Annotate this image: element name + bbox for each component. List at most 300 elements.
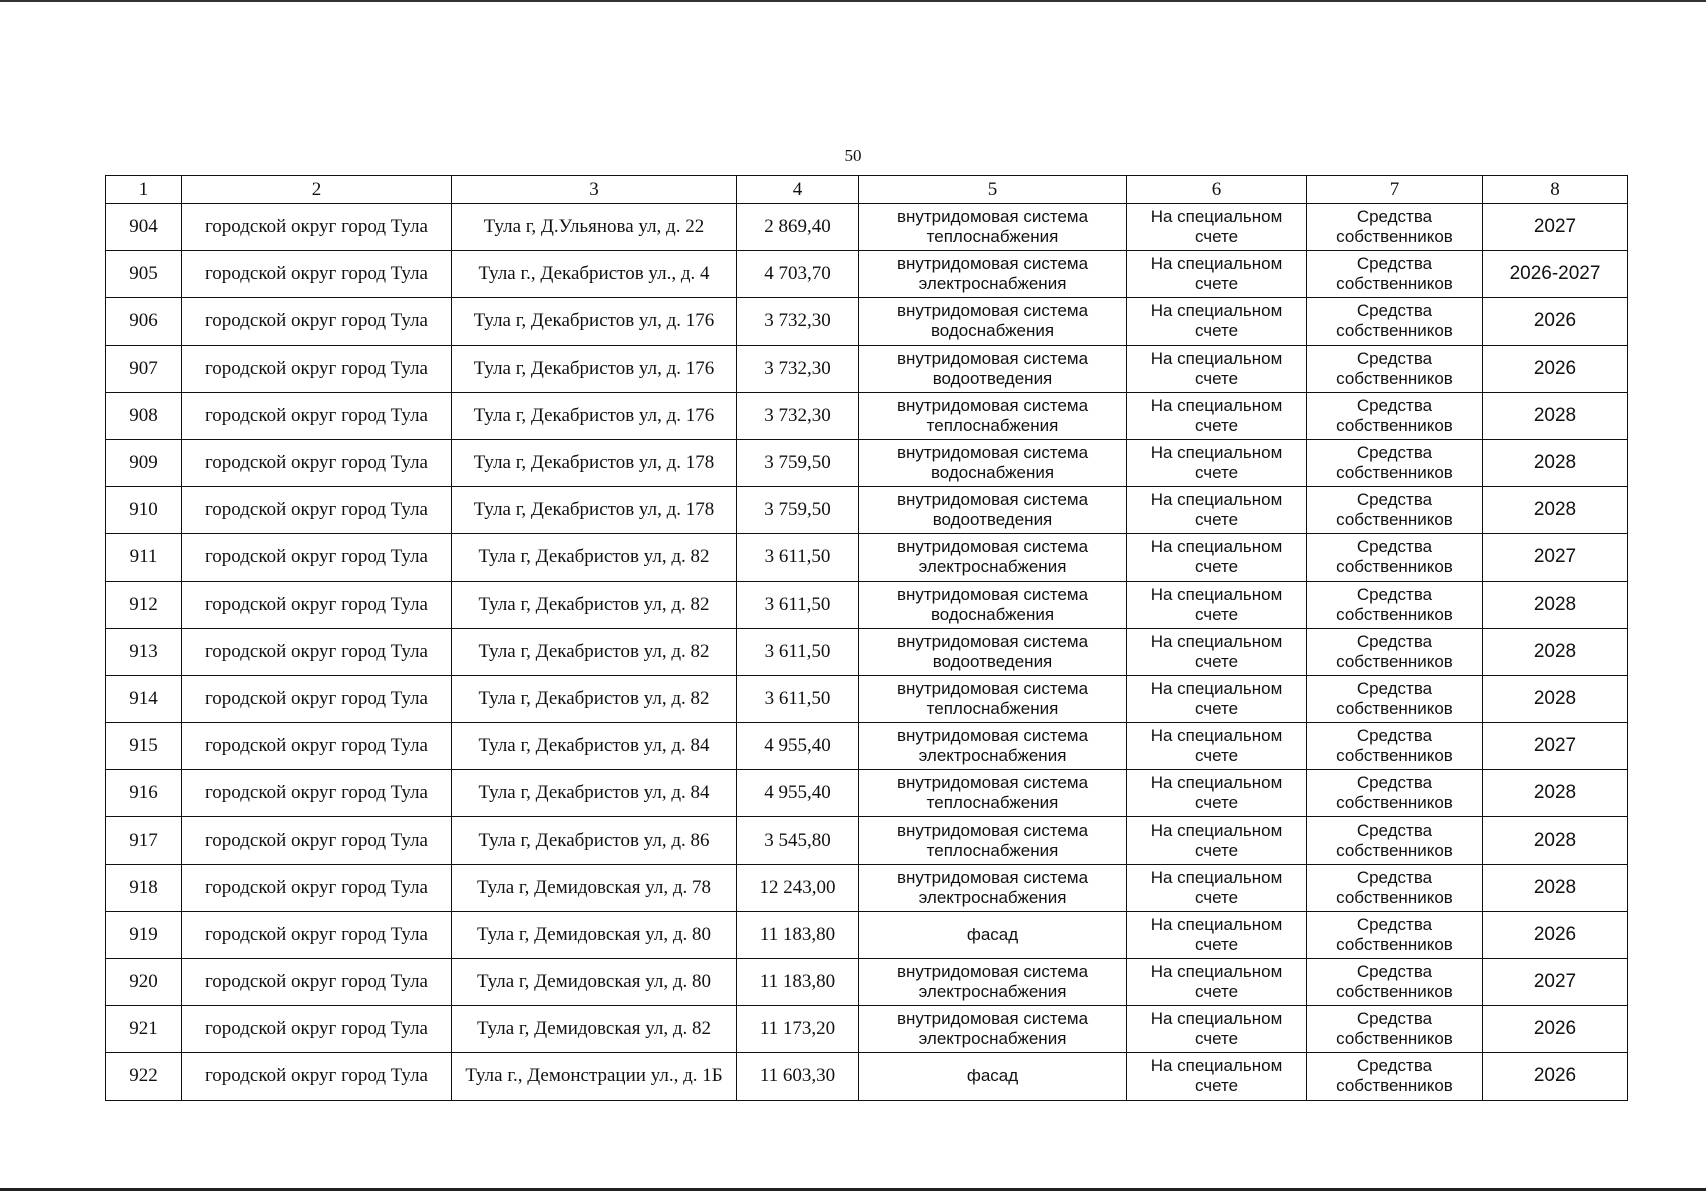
work-type-line-1: внутридомовая система (896, 773, 1089, 793)
table-row (106, 628, 1628, 675)
year-cell (1483, 581, 1628, 628)
funding-line-1: Средства (1356, 1056, 1433, 1076)
header-cell-7: 7 (1307, 176, 1483, 204)
table-row (106, 1053, 1628, 1100)
district-cell (182, 345, 452, 392)
work-type-cell (859, 345, 1127, 392)
district-text: городской округ город Тула (204, 404, 428, 426)
area-cell (737, 723, 859, 770)
work-type-line-2: водоотведения (932, 510, 1053, 530)
area-cell (737, 675, 859, 722)
account-cell (1127, 1053, 1307, 1100)
table-row (106, 770, 1628, 817)
work-type-line-1: внутридомовая система (896, 631, 1089, 651)
district-text: городской округ город Тула (204, 593, 428, 615)
area-value: 4 955,40 (764, 782, 831, 804)
work-type-cell (859, 723, 1127, 770)
row-number: 912 (129, 593, 158, 615)
funding-line-1: Средства (1356, 207, 1433, 227)
work-type-cell (859, 487, 1127, 534)
district-text: городской округ город Тула (204, 640, 428, 662)
address-cell (452, 628, 737, 675)
row-number-cell (106, 959, 182, 1006)
district-cell (182, 770, 452, 817)
work-type-line-1: фасад (966, 1066, 1019, 1086)
area-value: 2 869,40 (764, 216, 831, 238)
row-number-cell (106, 251, 182, 298)
district-text: городской округ город Тула (204, 216, 428, 238)
table-row (106, 817, 1628, 864)
account-line-2: счете (1194, 982, 1239, 1002)
funding-line-1: Средства (1356, 867, 1433, 887)
year-value: 2026-2027 (1509, 263, 1601, 285)
area-cell (737, 534, 859, 581)
account-line-2: счете (1194, 1076, 1239, 1096)
area-value: 3 611,50 (764, 546, 831, 568)
work-type-cell (859, 675, 1127, 722)
repair-schedule-table (105, 175, 1628, 1101)
area-value: 3 611,50 (764, 640, 831, 662)
funding-line-1: Средства (1356, 348, 1433, 368)
district-cell (182, 392, 452, 439)
work-type-line-2: теплоснабжения (926, 840, 1059, 860)
address-text: Тула г, Д.Ульянова ул, д. 22 (483, 216, 705, 238)
row-number-cell (106, 770, 182, 817)
work-type-line-1: внутридомовая система (896, 537, 1089, 557)
district-cell (182, 298, 452, 345)
work-type-line-2: водоснабжения (930, 604, 1055, 624)
table-row (106, 675, 1628, 722)
table-row (106, 204, 1628, 251)
funding-line-1: Средства (1356, 301, 1433, 321)
funding-line-2: собственников (1336, 274, 1453, 294)
work-type-line-2: электроснабжения (918, 1029, 1067, 1049)
row-number: 922 (129, 1065, 158, 1087)
funding-cell (1307, 675, 1483, 722)
address-cell (452, 581, 737, 628)
year-cell (1483, 204, 1628, 251)
work-type-line-1: внутридомовая система (896, 962, 1089, 982)
address-text: Тула г, Декабристов ул, д. 82 (478, 593, 710, 615)
work-type-cell (859, 251, 1127, 298)
table-row (106, 534, 1628, 581)
year-value: 2028 (1533, 687, 1577, 709)
funding-cell (1307, 723, 1483, 770)
work-type-cell (859, 817, 1127, 864)
account-line-1: На специальном (1150, 773, 1283, 793)
account-cell (1127, 1006, 1307, 1053)
funding-line-2: собственников (1336, 1076, 1453, 1096)
row-number-cell (106, 675, 182, 722)
area-value: 3 732,30 (764, 404, 831, 426)
address-text: Тула г, Декабристов ул, д. 84 (478, 782, 710, 804)
year-value: 2028 (1533, 876, 1577, 898)
address-cell (452, 534, 737, 581)
year-cell (1483, 345, 1628, 392)
funding-line-2: собственников (1336, 510, 1453, 530)
row-number-cell (106, 392, 182, 439)
year-cell (1483, 439, 1628, 486)
district-cell (182, 817, 452, 864)
address-cell (452, 1053, 737, 1100)
work-type-line-2: электроснабжения (918, 746, 1067, 766)
district-cell (182, 911, 452, 958)
funding-line-2: собственников (1336, 982, 1453, 1002)
work-type-cell (859, 581, 1127, 628)
work-type-cell (859, 911, 1127, 958)
year-cell (1483, 628, 1628, 675)
work-type-line-1: фасад (966, 924, 1019, 944)
year-value: 2027 (1533, 546, 1577, 568)
work-type-cell (859, 628, 1127, 675)
account-line-2: счете (1194, 557, 1239, 577)
account-line-1: На специальном (1150, 914, 1283, 934)
funding-cell (1307, 770, 1483, 817)
row-number-cell (106, 204, 182, 251)
area-value: 3 732,30 (764, 310, 831, 332)
address-cell (452, 487, 737, 534)
work-type-line-1: внутридомовая система (896, 678, 1089, 698)
year-cell (1483, 723, 1628, 770)
address-cell (452, 392, 737, 439)
account-line-1: На специальном (1150, 584, 1283, 604)
address-text: Тула г, Декабристов ул, д. 82 (478, 687, 710, 709)
work-type-line-1: внутридомовая система (896, 207, 1089, 227)
funding-line-2: собственников (1336, 604, 1453, 624)
work-type-cell (859, 392, 1127, 439)
funding-line-2: собственников (1336, 368, 1453, 388)
address-cell (452, 298, 737, 345)
work-type-line-1: внутридомовая система (896, 726, 1089, 746)
address-text: Тула г, Декабристов ул, д. 178 (473, 499, 715, 521)
funding-line-1: Средства (1356, 678, 1433, 698)
header-cell-6: 6 (1127, 176, 1307, 204)
account-cell (1127, 628, 1307, 675)
account-line-1: На специальном (1150, 301, 1283, 321)
row-number-cell (106, 581, 182, 628)
address-cell (452, 770, 737, 817)
work-type-cell (859, 1006, 1127, 1053)
work-type-line-1: внутридомовая система (896, 820, 1089, 840)
funding-cell (1307, 1006, 1483, 1053)
work-type-cell (859, 439, 1127, 486)
address-text: Тула г, Декабристов ул, д. 176 (473, 310, 715, 332)
area-value: 4 955,40 (764, 735, 831, 757)
account-line-2: счете (1194, 793, 1239, 813)
funding-cell (1307, 959, 1483, 1006)
account-line-2: счете (1194, 887, 1239, 907)
table-row (106, 1006, 1628, 1053)
funding-cell (1307, 864, 1483, 911)
table-row (106, 345, 1628, 392)
account-line-1: На специальном (1150, 867, 1283, 887)
account-line-2: счете (1194, 227, 1239, 247)
account-line-2: счете (1194, 510, 1239, 530)
row-number: 905 (129, 263, 158, 285)
address-cell (452, 439, 737, 486)
account-cell (1127, 487, 1307, 534)
year-cell (1483, 1006, 1628, 1053)
row-number: 914 (129, 687, 158, 709)
work-type-line-1: внутридомовая система (896, 584, 1089, 604)
district-text: городской округ город Тула (204, 687, 428, 709)
funding-line-1: Средства (1356, 962, 1433, 982)
account-line-1: На специальном (1150, 726, 1283, 746)
year-value: 2026 (1533, 1065, 1577, 1087)
row-number-cell (106, 487, 182, 534)
district-text: городской округ город Тула (204, 1065, 428, 1087)
row-number: 909 (129, 452, 158, 474)
district-text: городской округ город Тула (204, 357, 428, 379)
funding-line-1: Средства (1356, 254, 1433, 274)
top-scan-edge (0, 0, 1706, 2)
page-number: 50 (844, 146, 862, 165)
row-number-cell (106, 439, 182, 486)
funding-cell (1307, 817, 1483, 864)
year-cell (1483, 911, 1628, 958)
header-cell-5: 5 (859, 176, 1127, 204)
table-row (106, 723, 1628, 770)
area-value: 3 759,50 (764, 452, 831, 474)
row-number-cell (106, 345, 182, 392)
work-type-cell (859, 534, 1127, 581)
work-type-line-1: внутридомовая система (896, 867, 1089, 887)
row-number: 915 (129, 735, 158, 757)
year-cell (1483, 817, 1628, 864)
funding-line-1: Средства (1356, 914, 1433, 934)
address-cell (452, 959, 737, 1006)
district-cell (182, 251, 452, 298)
bottom-scan-edge (0, 1188, 1706, 1191)
year-value: 2026 (1533, 923, 1577, 945)
funding-line-1: Средства (1356, 631, 1433, 651)
account-cell (1127, 817, 1307, 864)
work-type-line-2: теплоснабжения (926, 793, 1059, 813)
district-cell (182, 1006, 452, 1053)
funding-cell (1307, 204, 1483, 251)
header-cell-2: 2 (182, 176, 452, 204)
district-text: городской округ город Тула (204, 452, 428, 474)
work-type-cell (859, 959, 1127, 1006)
funding-line-2: собственников (1336, 557, 1453, 577)
year-value: 2027 (1533, 971, 1577, 993)
table-body (106, 204, 1628, 1101)
account-cell (1127, 911, 1307, 958)
table-row (106, 487, 1628, 534)
area-value: 3 759,50 (764, 499, 831, 521)
year-value: 2026 (1533, 1018, 1577, 1040)
address-text: Тула г, Декабристов ул, д. 86 (478, 829, 710, 851)
account-line-1: На специальном (1150, 537, 1283, 557)
account-line-2: счете (1194, 604, 1239, 624)
year-cell (1483, 392, 1628, 439)
row-number: 920 (129, 971, 158, 993)
address-text: Тула г, Демидовская ул, д. 80 (476, 971, 712, 993)
funding-line-2: собственников (1336, 840, 1453, 860)
work-type-line-1: внутридомовая система (896, 490, 1089, 510)
funding-cell (1307, 439, 1483, 486)
work-type-cell (859, 864, 1127, 911)
account-cell (1127, 723, 1307, 770)
district-cell (182, 675, 452, 722)
area-value: 3 545,80 (764, 829, 831, 851)
year-value: 2028 (1533, 499, 1577, 521)
account-line-1: На специальном (1150, 631, 1283, 651)
district-text: городской округ город Тула (204, 546, 428, 568)
work-type-line-2: электроснабжения (918, 557, 1067, 577)
header-cell-4: 4 (737, 176, 859, 204)
address-text: Тула г, Декабристов ул, д. 82 (478, 546, 710, 568)
account-line-2: счете (1194, 651, 1239, 671)
work-type-line-1: внутридомовая система (896, 1009, 1089, 1029)
funding-line-2: собственников (1336, 746, 1453, 766)
address-text: Тула г., Декабристов ул., д. 4 (478, 263, 710, 285)
funding-line-2: собственников (1336, 415, 1453, 435)
district-cell (182, 864, 452, 911)
address-text: Тула г, Демидовская ул, д. 78 (476, 876, 712, 898)
district-text: городской округ город Тула (204, 876, 428, 898)
account-line-1: На специальном (1150, 490, 1283, 510)
row-number: 918 (129, 876, 158, 898)
address-text: Тула г, Декабристов ул, д. 176 (473, 404, 715, 426)
account-line-1: На специальном (1150, 395, 1283, 415)
table-row (106, 581, 1628, 628)
row-number-cell (106, 723, 182, 770)
row-number-cell (106, 1053, 182, 1100)
year-value: 2028 (1533, 452, 1577, 474)
funding-line-1: Средства (1356, 726, 1433, 746)
row-number: 910 (129, 499, 158, 521)
account-line-2: счете (1194, 415, 1239, 435)
address-cell (452, 723, 737, 770)
funding-line-2: собственников (1336, 934, 1453, 954)
account-cell (1127, 534, 1307, 581)
row-number: 919 (129, 923, 158, 945)
area-cell (737, 1006, 859, 1053)
address-text: Тула г, Демидовская ул, д. 80 (476, 923, 712, 945)
address-cell (452, 204, 737, 251)
funding-cell (1307, 1053, 1483, 1100)
year-cell (1483, 298, 1628, 345)
work-type-line-2: водоотведения (932, 368, 1053, 388)
table-row (106, 864, 1628, 911)
district-text: городской округ город Тула (204, 310, 428, 332)
row-number-cell (106, 911, 182, 958)
area-cell (737, 581, 859, 628)
account-cell (1127, 204, 1307, 251)
year-cell (1483, 1053, 1628, 1100)
row-number-cell (106, 534, 182, 581)
work-type-cell (859, 298, 1127, 345)
row-number: 917 (129, 829, 158, 851)
district-text: городской округ город Тула (204, 499, 428, 521)
row-number: 913 (129, 640, 158, 662)
area-cell (737, 439, 859, 486)
address-cell (452, 911, 737, 958)
district-text: городской округ город Тула (204, 829, 428, 851)
funding-line-2: собственников (1336, 651, 1453, 671)
area-cell (737, 204, 859, 251)
account-cell (1127, 298, 1307, 345)
year-value: 2028 (1533, 404, 1577, 426)
work-type-line-2: теплоснабжения (926, 698, 1059, 718)
account-line-2: счете (1194, 934, 1239, 954)
row-number-cell (106, 298, 182, 345)
account-line-2: счете (1194, 840, 1239, 860)
account-line-2: счете (1194, 368, 1239, 388)
area-cell (737, 770, 859, 817)
area-cell (737, 864, 859, 911)
funding-line-2: собственников (1336, 321, 1453, 341)
district-text: городской округ город Тула (204, 263, 428, 285)
account-line-1: На специальном (1150, 254, 1283, 274)
table-row (106, 911, 1628, 958)
table-row (106, 959, 1628, 1006)
area-value: 12 243,00 (759, 876, 836, 898)
funding-line-1: Средства (1356, 1009, 1433, 1029)
account-line-1: На специальном (1150, 678, 1283, 698)
account-cell (1127, 345, 1307, 392)
district-cell (182, 204, 452, 251)
work-type-line-2: электроснабжения (918, 887, 1067, 907)
year-value: 2027 (1533, 735, 1577, 757)
area-cell (737, 817, 859, 864)
account-line-1: На специальном (1150, 820, 1283, 840)
address-cell (452, 345, 737, 392)
address-cell (452, 1006, 737, 1053)
year-value: 2028 (1533, 829, 1577, 851)
account-cell (1127, 959, 1307, 1006)
account-cell (1127, 581, 1307, 628)
area-cell (737, 1053, 859, 1100)
year-cell (1483, 534, 1628, 581)
funding-line-1: Средства (1356, 443, 1433, 463)
work-type-line-2: электроснабжения (918, 274, 1067, 294)
table-header (106, 176, 1628, 204)
district-text: городской округ город Тула (204, 971, 428, 993)
area-cell (737, 959, 859, 1006)
row-number: 907 (129, 357, 158, 379)
account-line-1: На специальном (1150, 962, 1283, 982)
area-cell (737, 251, 859, 298)
row-number: 906 (129, 310, 158, 332)
funding-cell (1307, 911, 1483, 958)
account-line-2: счете (1194, 463, 1239, 483)
account-line-2: счете (1194, 698, 1239, 718)
funding-line-1: Средства (1356, 584, 1433, 604)
row-number-cell (106, 628, 182, 675)
district-cell (182, 1053, 452, 1100)
header-row (106, 176, 1628, 204)
account-cell (1127, 392, 1307, 439)
funding-line-2: собственников (1336, 463, 1453, 483)
area-cell (737, 298, 859, 345)
header-cell-3: 3 (452, 176, 737, 204)
area-cell (737, 628, 859, 675)
funding-cell (1307, 487, 1483, 534)
district-text: городской округ город Тула (204, 782, 428, 804)
account-line-1: На специальном (1150, 1009, 1283, 1029)
address-text: Тула г, Демидовская ул, д. 82 (476, 1018, 712, 1040)
district-cell (182, 534, 452, 581)
area-cell (737, 392, 859, 439)
funding-line-2: собственников (1336, 227, 1453, 247)
account-cell (1127, 770, 1307, 817)
funding-line-2: собственников (1336, 1029, 1453, 1049)
area-value: 11 183,80 (759, 971, 836, 993)
year-value: 2026 (1533, 310, 1577, 332)
funding-cell (1307, 345, 1483, 392)
